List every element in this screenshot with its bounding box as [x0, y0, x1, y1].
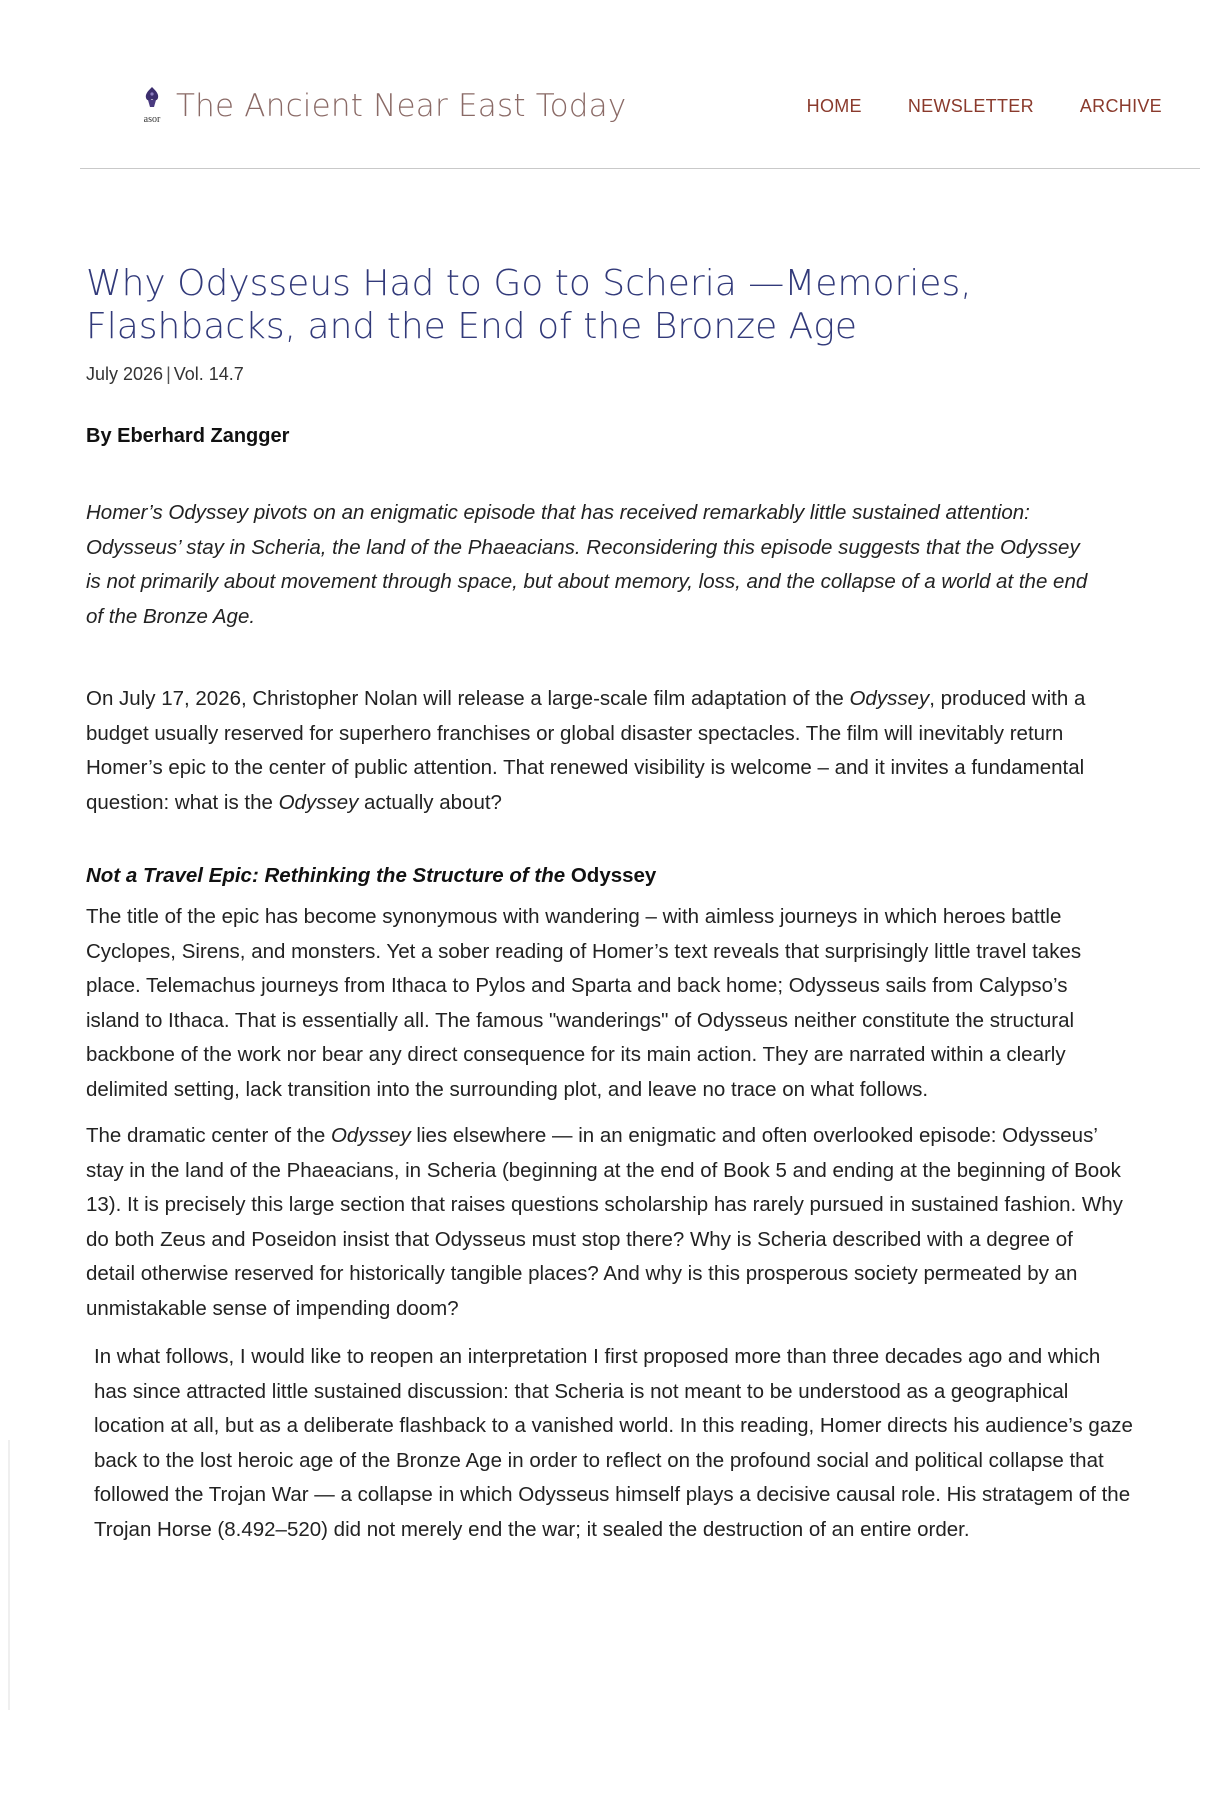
text-span: lies elsewhere — in an enigmatic and often overlooked episode: Odysseus’ stay in the land of the Phaeacians, in Scheria (beginning at the end of Book 5 and ending at the beginning of Book 13). It is precisely this large section that raises questions scholarship has rarely pursued in sustained fashion. Why do both Zeus and Poseidon insist that Odysseus must stop there? Why is Scheria described with a degree of detail otherwise reserved for historically tangible places? And why is this prosperous society permeated by an unmistakable sense of impending doom? — [86, 1124, 1123, 1320]
heading-plain: Odyssey — [570, 864, 657, 887]
section-heading — [86, 864, 1126, 888]
text-italic: Odyssey — [330, 1124, 411, 1147]
paragraph-scheria — [86, 1119, 1126, 1326]
site-header — [80, 0, 1200, 169]
text-span: , produced with a budget usually reserved for superhero franchises or global disaster spectacles. The film will inevitably return Homer’s epic to the center of public attention. That renewed visibility is welcome – and it invites a fundamental question: what is the — [86, 687, 1086, 814]
nav-home-link[interactable]: HOME — [806, 96, 862, 116]
text-span: actually about? — [358, 790, 502, 814]
article-date: July 2026 — [86, 364, 164, 384]
site-title[interactable]: The Ancient Near East Today — [176, 88, 627, 124]
paragraph-wandering: The title of the epic has become synonymous with wandering – with aimless journeys in which heroes battle Cyclopes, Sirens, and monsters. Yet a sober reading of Homer’s text reveals that surprisingly little travel takes place. Telemachus journeys from Ithaca to Pylos and Sparta and back home; Odysseus sails from Calypso’s island to Ithaca. That is essentially all. The famous "wanderings" of Odysseus neither constitute the structural backbone of the work nor bear any direct consequence for its main action. They are narrated within a clearly delimited setting, lack transition into the surrounding plot, and leave no trace on what follows. — [86, 905, 1082, 1101]
article-abstract: Homer’s Odyssey pivots on an enigmatic episode that has received remarkably little sustained attention: Odysseus’ stay in Scheria, the land of the Phaeacians. Reconsidering this episode suggests that the Odyssey is not primarily about movement through space, but about memory, loss, and the collapse of a world at the end of the Bronze Age. — [86, 501, 1088, 628]
site-logo[interactable] — [136, 86, 626, 126]
article-volume: Vol. 14.7 — [173, 364, 244, 384]
meta-separator: | — [166, 364, 171, 384]
text-italic: Odyssey — [849, 687, 930, 710]
article-byline: By Eberhard Zangger — [86, 425, 290, 447]
heading-italic: Not a Travel Epic: Rethinking the Structure of the — [86, 864, 571, 887]
article-meta — [86, 364, 1126, 385]
asor-logo-icon — [136, 86, 168, 126]
article — [86, 262, 1133, 1547]
text-italic: Odyssey — [278, 790, 359, 814]
nav-archive-link[interactable]: ARCHIVE — [1079, 96, 1162, 116]
paragraph-intro — [86, 682, 1126, 820]
paragraph-flashback: In what follows, I would like to reopen an interpretation I first proposed more than three decades ago and which has since attracted little sustained discussion: that Scheria is not meant to be understood as a geographical location at all, but as a deliberate flashback to a vanished world. In this reading, Homer directs his audience’s gaze back to the lost heroic age of the Bronze Age in order to reflect on the profound social and political collapse that followed the Trojan War — a collapse in which Odysseus himself plays a decisive causal role. His stratagem of the Trojan Horse (8.492–520) did not merely end the war; it sealed the destruction of an entire order. — [94, 1345, 1133, 1541]
nav-newsletter-link[interactable]: NEWSLETTER — [907, 96, 1034, 116]
text-span: The dramatic center of the — [86, 1124, 331, 1147]
scan-edge-divider — [8, 1440, 10, 1710]
text-span: On July 17, 2026, Christopher Nolan will release a large-scale film adaptation of the — [86, 687, 850, 710]
article-title: Why Odysseus Had to Go to Scheria —Memories, Flashbacks, and the End of the Bronze Age — [86, 263, 972, 347]
logo-subtext: asor — [143, 114, 161, 125]
main-nav — [807, 96, 1162, 117]
